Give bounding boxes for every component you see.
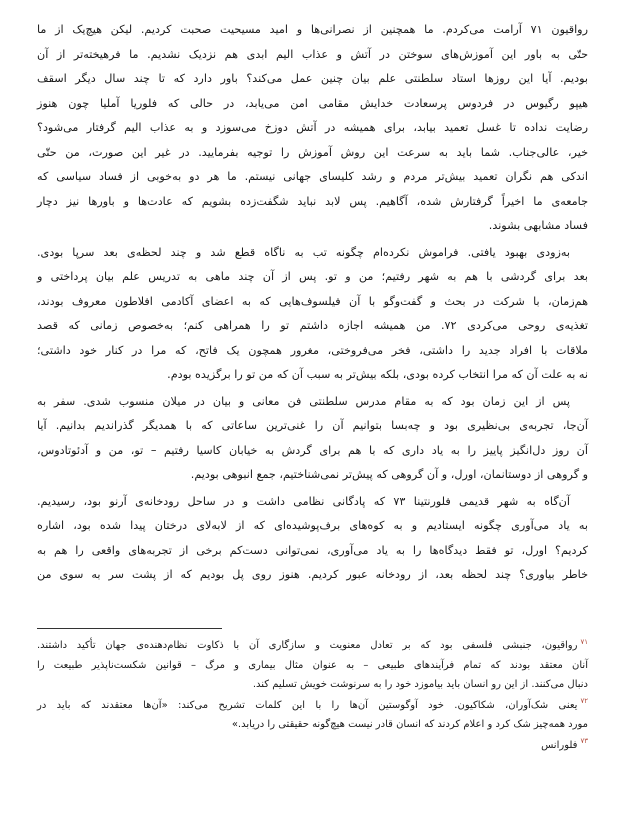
text-line: به یاد می‌آوری چگونه ایستادیم و به کوه‌های برف‌پوشیده‌ای که از لابه‌لای درختان پیدا شده بود، اشاره (37, 519, 588, 532)
text-line: آن روز دل‌انگیز پاییز را به یاد داری که با هم برای گردش به خیابان کاسیا رفتیم – تو، من و آدئوتادوس، (37, 443, 588, 457)
footnote-number: ۷۲ (580, 697, 588, 706)
text-line: فساد مشابهی بشوند. (488, 219, 588, 232)
text-line: نه به علت آن که مرا انتخاب کرده بودی، بلکه بیش‌تر به سبب آن که من تو را برگزیده بودم. (167, 368, 588, 381)
text-line: آن‌گاه به شهر قدیمی فلورنتینا ۷۳ که پادگانی نظامی داشت و در ساحل رودخانه‌ی آرنو بود، رسیدیم. (37, 494, 570, 508)
text-line: کردیم؟ اورل، تو فقط دیدگاه‌ها را به یاد می‌آوری، نمی‌توانی دست‌کم برخی از تجربه‌های واقعی را هم به (37, 543, 588, 557)
text-line: به‌زودی بهبود یافتی. فراموش نکرده‌ام چگونه تب به ناگاه قطع شد و چند لحظه‌ی بعد سرپا بودی. (37, 245, 570, 259)
text-line: پس از این زمان بود که به مقام مدرس سلطنتی فن معانی و بیان در میلان منسوب شدی. سفر به (37, 394, 570, 408)
footnote-text: فلورانس (541, 739, 578, 751)
footnote-line (37, 696, 588, 716)
text-line: ملاقات با افراد جدید را داشتی، فخر می‌فروختی، مغرور همچون یک فاتح، که مرا در کنار خود داشتی؛ (37, 343, 588, 357)
paragraph-3 (37, 390, 588, 488)
footnote-line: دنبال می‌کنند. از این رو انسان باید بیاموزد خود را به سرنوشت خویش تسلیم کند. (252, 679, 588, 690)
text-line: خیر، عالی‌جناب. شما باید به سرعت این روش آموزش را توجیه بفرمایید. در غیر این صورت، من حتّی (37, 145, 588, 159)
text-line: هیپو رگیوس در فردوس پرسعادت خدایش مقامی امن می‌یابد، در حالی که فلوریا آملیا چون هنوز (37, 96, 588, 110)
footnote-divider (37, 628, 222, 629)
text-line: و گروهی از دوستانمان، اورل، و آن گروهی که پیش‌تر نمی‌شناختیم، جمع انبوهی بودیم. (190, 468, 588, 481)
footnote-number: ۷۳ (580, 737, 588, 746)
text-line: اندکی هم نگران تعمید بیش‌تر مردم و رشد کلیسای جهانی نیستم. ما هر دو به‌خوبی از فساد سیاسی که (37, 170, 588, 183)
footnote-line: مورد همه‌چیز شک کرد و اعلام کردند که انسان قادر نیست هیچ‌گونه حقیقتی را دریابد.» (231, 719, 588, 730)
text-line: آن‌جا، تجربه‌ی بی‌نظیری بود و چه‌بسا بتوانیم آن را غنی‌ترین ساعاتی که با همدیگر گذراندیم بدانیم. آیا (37, 419, 588, 432)
text-line: رضایت نداده تا غسل تعمید بیابد، برای همیشه در آتش دوزخ می‌سوزد و به عذاب الیم گرفتار می‌شود؟ (37, 121, 588, 134)
footnote-number: ۷۱ (580, 637, 588, 646)
footnote-73 (37, 736, 588, 756)
text-line: حتّی به باور این آموزش‌های سوختن در آتش و عذاب الیم ابدی هم نزدیک نشدیم. ما فرهیخته‌تر از آن (37, 47, 588, 61)
footnote-line: آنان معتقد بودند که تمام فرآیندهای طبیعی – به عنوان مثال بیماری و مرگ – قوانین شکست‌ناپذیر طبیعت را (37, 659, 588, 671)
text-line: تغذیه‌ی روحی می‌کردی ۷۲. من همیشه اجازه داشتم تو را همراهی کنم؛ به‌خصوص زمانی که قصد (37, 319, 588, 332)
footnotes (37, 636, 588, 756)
text-line: بودیم. آیا این روزها استاد سلطنتی علم بیان چنین عمل می‌کند؟ باور دارد که تا چند سال دیگر اسقف (37, 72, 588, 85)
paragraph-1 (37, 18, 588, 239)
footnote-71 (37, 636, 588, 695)
footnote-text: رواقیون، جنبشی فلسفی بود که بر تعادل معنویت و سازگاری آن با ذکاوت نظام‌دهنده‌ی جهان تأکید داشتند. (37, 640, 578, 651)
footnote-line (37, 636, 588, 656)
text-line: رواقیون ۷۱ آرامت می‌کردم. ما همچنین از نصرانی‌ها و امید مسیحیت صحبت کردیم. لیکن هیچ‌یک از ما (37, 23, 588, 36)
paragraph-2 (37, 241, 588, 388)
text-line: بعد برای گردشی با هم به شهر رفتیم؛ من و تو. پس از آن چند ماهی به تدریس علم بیان پرداختی و (37, 270, 588, 283)
text-line: خاطر بیاوری؟ چند لحظه بعد، از رودخانه عبور کردیم. هنوز روی پل بودیم که از پشت سر به سوی من (37, 568, 588, 581)
footnote-line (37, 736, 588, 756)
text-line: جامعه‌ی ما اخیراً گرفتارش شده، آگاهیم. پس لابد نباید شگفت‌زده بشویم که عادت‌ها و باورها نیز دچار (37, 194, 588, 208)
text-line: هم‌زمان، با شرکت در بحث و گفت‌وگو با آن فیلسوف‌هایی که به اعضای آکادمی افلاطون معروف بودند، (37, 294, 588, 308)
footnote-72 (37, 696, 588, 735)
footnote-text: یعنی شک‌آوران، شکاکیون. خود آوگوستین آن‌ها را با این کلمات تشریح می‌کند: «آن‌ها معتقدند که باید در (37, 699, 578, 711)
paragraph-4 (37, 490, 588, 588)
